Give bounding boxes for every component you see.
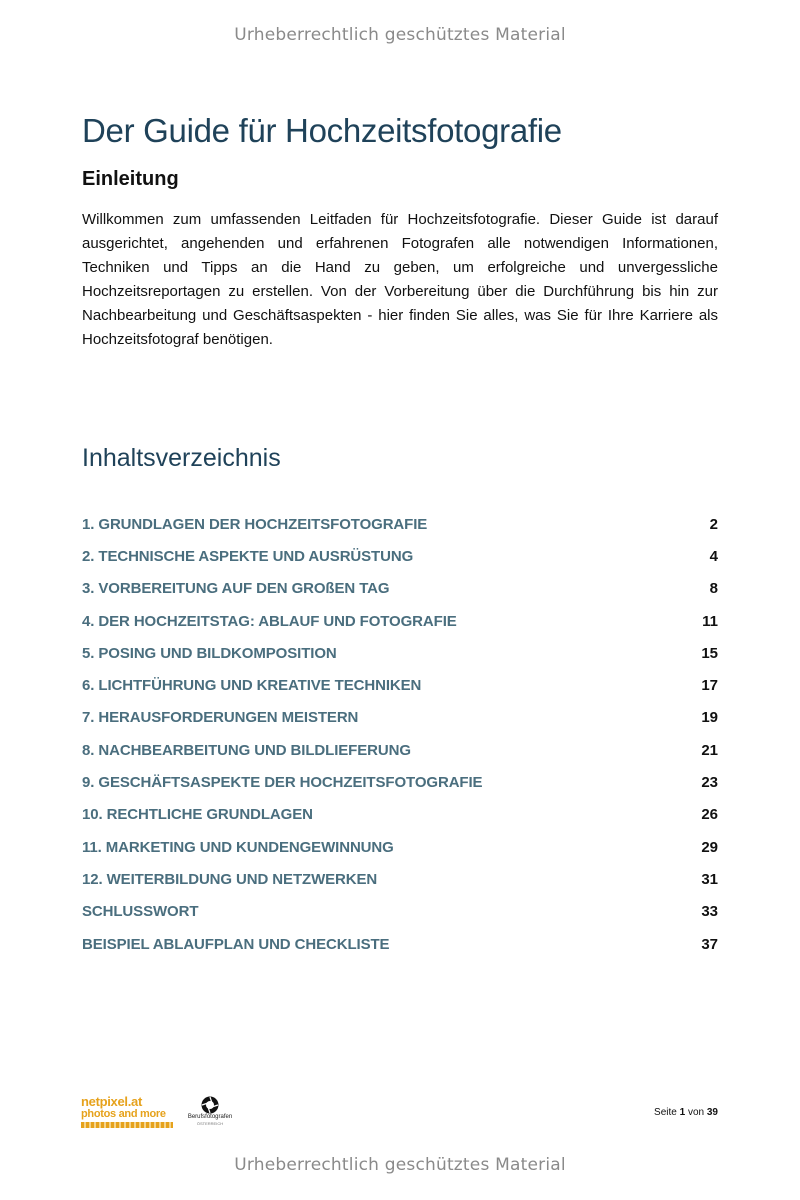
toc-entry-page: 21 [701, 741, 718, 759]
toc-entry-label[interactable]: 11. MARKETING UND KUNDENGEWINNUNG [82, 838, 394, 856]
toc-entry-label[interactable]: 6. LICHTFÜHRUNG UND KREATIVE TECHNIKEN [82, 677, 422, 695]
toc-entry-page: 11 [702, 612, 718, 630]
table-of-contents [82, 508, 718, 960]
toc-entry[interactable] [82, 669, 718, 701]
toc-entry-label[interactable]: SCHLUSSWORT [82, 903, 199, 921]
toc-entry-page: 26 [701, 806, 718, 824]
toc-entry-label[interactable]: 12. WEITERBILDUNG UND NETZWERKEN [82, 870, 378, 888]
page-total: 39 [706, 1107, 718, 1118]
toc-entry-label[interactable]: 9. GESCHÄFTSASPEKTE DER HOCHZEITSFOTOGRAFIE [82, 774, 483, 792]
toc-entry-label[interactable]: 4. DER HOCHZEITSTAG: ABLAUF UND FOTOGRAFIE [82, 612, 457, 630]
toc-entry-page: 19 [701, 709, 718, 727]
toc-entry[interactable] [82, 637, 718, 669]
logo-stripe [81, 1122, 173, 1128]
badge-country: ÖSTERREICH [196, 1121, 224, 1126]
page-current: 1 [679, 1107, 686, 1118]
logo-text-primary: netpixel.at [81, 1094, 142, 1109]
toc-entry[interactable] [82, 573, 718, 605]
toc-entry-label[interactable]: 10. RECHTLICHE GRUNDLAGEN [82, 806, 313, 824]
toc-entry-page: 2 [709, 515, 718, 533]
watermark-top: Urheberrechtlich geschütztes Material [234, 25, 566, 45]
toc-entry[interactable] [82, 928, 718, 960]
toc-entry[interactable] [82, 896, 718, 928]
page-prefix: Seite [654, 1107, 677, 1118]
toc-entry-page: 29 [701, 838, 718, 856]
toc-entry-page: 33 [701, 903, 718, 921]
toc-entry-label[interactable]: 1. GRUNDLAGEN DER HOCHZEITSFOTOGRAFIE [82, 515, 428, 533]
watermark-bottom: Urheberrechtlich geschütztes Material [234, 1155, 566, 1175]
toc-entry-page: 37 [701, 935, 718, 953]
toc-entry[interactable] [82, 540, 718, 572]
toc-entry-page: 23 [701, 774, 718, 792]
berufsfotografen-badge [186, 1096, 234, 1132]
document-title: Der Guide für Hochzeitsfotografie [82, 112, 562, 149]
section-heading-introduction: Einleitung [82, 168, 179, 190]
aperture-icon [201, 1096, 219, 1114]
toc-entry-page: 15 [701, 644, 718, 662]
toc-entry-label[interactable]: 3. VORBEREITUNG AUF DEN GROßEN TAG [82, 580, 390, 598]
toc-entry-label[interactable]: BEISPIEL ABLAUFPLAN UND CHECKLISTE [82, 935, 390, 953]
toc-entry-label[interactable]: 7. HERAUSFORDERUNGEN MEISTERN [82, 709, 359, 727]
toc-entry[interactable] [82, 605, 718, 637]
toc-entry[interactable] [82, 799, 718, 831]
toc-entry-page: 8 [709, 580, 718, 598]
toc-entry[interactable] [82, 508, 718, 540]
toc-entry-label[interactable]: 8. NACHBEARBEITUNG UND BILDLIEFERUNG [82, 741, 411, 759]
page-number [654, 1107, 718, 1118]
toc-entry-page: 31 [701, 870, 718, 888]
toc-entry[interactable] [82, 831, 718, 863]
page-separator: von [687, 1107, 705, 1118]
toc-entry[interactable] [82, 863, 718, 895]
toc-entry-label[interactable]: 2. TECHNISCHE ASPEKTE UND AUSRÜSTUNG [82, 547, 414, 565]
toc-entry[interactable] [82, 734, 718, 766]
toc-entry-page: 17 [701, 677, 718, 695]
toc-entry[interactable] [82, 766, 718, 798]
toc-entry[interactable] [82, 702, 718, 734]
netpixel-logo [81, 1096, 173, 1132]
introduction-paragraph: Willkommen zum umfassenden Leitfaden für Hochzeitsfotografie. Dieser Guide ist darauf ausgerichtet, angehenden und erfahrenen Fotografen alle notwendigen Informationen, Techniken und Tipps an die Hand zu geben, um erfolgreiche und unvergessliche Hochzeitsreportagen zu erstellen. Von der Vorbereitung über die Durchführung bis hin zur Nachbearbeitung und Geschäftsaspekten - hier finden Sie alles, was Sie für Ihre Karriere als Hochzeitsfotograf benötigen. [82, 211, 718, 348]
badge-name: Berufsfotografen [187, 1114, 233, 1120]
toc-entry-label[interactable]: 5. POSING UND BILDKOMPOSITION [82, 644, 337, 662]
toc-heading: Inhaltsverzeichnis [82, 444, 281, 472]
toc-entry-page: 4 [709, 547, 718, 565]
logo-text-secondary: photos and more [81, 1108, 166, 1120]
